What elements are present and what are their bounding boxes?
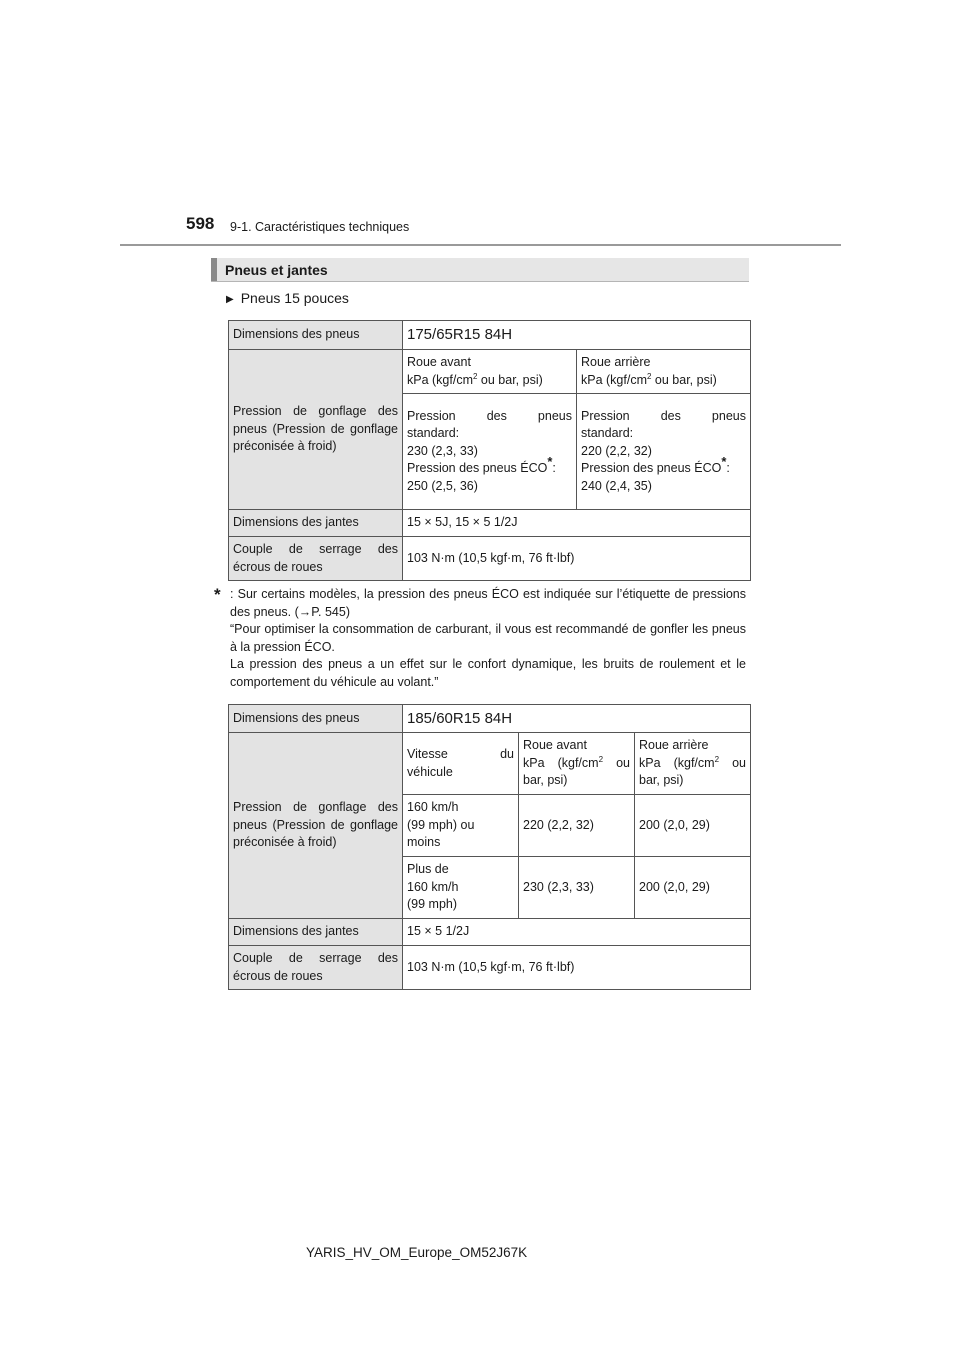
rear-wheel-header: [635, 733, 751, 795]
pressure-label: Pression de gonflage des pneus (Pression de gonflage préconisée à froid): [229, 350, 403, 510]
table-row: [229, 705, 751, 733]
section-heading-bar: [211, 258, 749, 282]
rear-eco-value: 240 (2,4, 35): [581, 478, 652, 493]
pressure-label: Pression de gonflage des pneus (Pression de gonflage préconisée à froid): [229, 733, 403, 919]
sub-heading: [226, 290, 349, 306]
rear-unit-text: kPa ($kgf/cm^2$ ou bar, psi): [581, 371, 717, 387]
document-code: YARIS_HV_OM_Europe_OM52J67K: [306, 1245, 528, 1260]
footnote-quote-2: La pression des pneus a un effet sur le confort dynamique, les bruits de roulement et le comportement du véhicule au volant.”: [230, 657, 746, 689]
torque-label: Couple de serrage des écrous de roues: [229, 946, 403, 990]
front-standard-value: 230 (2,3, 33): [407, 443, 478, 458]
section-title: Pneus et jantes: [225, 262, 328, 278]
page-number: 598: [186, 214, 215, 233]
standard-pressure-label: Pression des pneus standard:: [407, 408, 572, 441]
front-wheel-header: [403, 350, 577, 394]
triangle-bullet-icon: ▶: [226, 294, 234, 305]
eco-pressure-label: Pression des pneus ÉCO*:: [407, 454, 556, 476]
table-row: [229, 919, 751, 946]
front-unit-text: kPa ($kgf/cm^2$ ou bar, psi): [407, 371, 543, 387]
front-unit-text: kPa ($kgf/cm^2$ ou bar, psi): [523, 754, 630, 788]
front-header-text: Roue avant: [523, 738, 587, 753]
speed-header: Vitesse du véhicule: [403, 733, 519, 795]
rear-wheel-header: [577, 350, 751, 394]
torque-label: Couple de serrage des écrous de roues: [229, 537, 403, 581]
footnote-quote-1: “Pour optimiser la consommation de carburant, il vous est recommandé de gonfler les pneus à la pression ÉCO.: [230, 622, 746, 654]
table-row: [229, 321, 751, 350]
front-pressure-value: 230 (2,3, 33): [519, 857, 635, 919]
footnote-text: : Sur certains modèles, la pression des pneus ÉCO est indiquée sur l’étiquette de pressions des pneus. (→P. 545): [230, 587, 746, 619]
rim-size-label: Dimensions des jantes: [229, 919, 403, 946]
rim-size-value: 15 × 5J, 15 × 5 1/2J: [403, 510, 751, 537]
rear-header-text: Roue arrière: [581, 355, 651, 369]
header-rule: [120, 244, 841, 246]
rear-header-text: Roue arrière: [639, 738, 709, 753]
eco-pressure-label: Pression des pneus ÉCO*:: [581, 454, 730, 476]
speed-cell: 160 km/h (99 mph) ou moins: [403, 795, 519, 857]
torque-value: 103 N·m (10,5 kgf·m, 76 ft·lbf): [403, 946, 751, 990]
footnote-asterisk: *: [214, 585, 221, 604]
table-row: [229, 946, 751, 990]
tire-spec-table-185: [228, 704, 751, 990]
rear-pressure-cell: [577, 394, 751, 510]
torque-value: 103 N·m (10,5 kgf·m, 76 ft·lbf): [403, 537, 751, 581]
tire-size-value: 185/60R15 84H: [403, 705, 751, 733]
eco-footnote: [214, 586, 746, 691]
table-row: [229, 350, 751, 394]
rear-pressure-value: 200 (2,0, 29): [635, 857, 751, 919]
rear-pressure-value: 200 (2,0, 29): [635, 795, 751, 857]
rim-size-value: 15 × 5 1/2J: [403, 919, 751, 946]
sub-heading-text: Pneus 15 pouces: [240, 290, 349, 306]
tire-size-label: Dimensions des pneus: [229, 321, 403, 350]
front-wheel-header: [519, 733, 635, 795]
tire-spec-table-175: [228, 320, 751, 581]
section-accent: [211, 258, 217, 281]
standard-pressure-label: Pression des pneus standard:: [581, 408, 746, 441]
rim-size-label: Dimensions des jantes: [229, 510, 403, 537]
front-pressure-cell: [403, 394, 577, 510]
table-row: [229, 537, 751, 581]
front-eco-value: 250 (2,5, 36): [407, 478, 478, 493]
rear-unit-text: kPa ($kgf/cm^2$ ou bar, psi): [639, 754, 746, 788]
rear-standard-value: 220 (2,2, 32): [581, 443, 652, 458]
front-header-text: Roue avant: [407, 355, 471, 369]
chapter-title: 9-1. Caractéristiques techniques: [230, 220, 410, 234]
tire-size-value: 175/65R15 84H: [403, 321, 751, 350]
tire-size-label: Dimensions des pneus: [229, 705, 403, 733]
table-row: [229, 510, 751, 537]
front-pressure-value: 220 (2,2, 32): [519, 795, 635, 857]
speed-cell: Plus de 160 km/h (99 mph): [403, 857, 519, 919]
table-row: [229, 733, 751, 795]
